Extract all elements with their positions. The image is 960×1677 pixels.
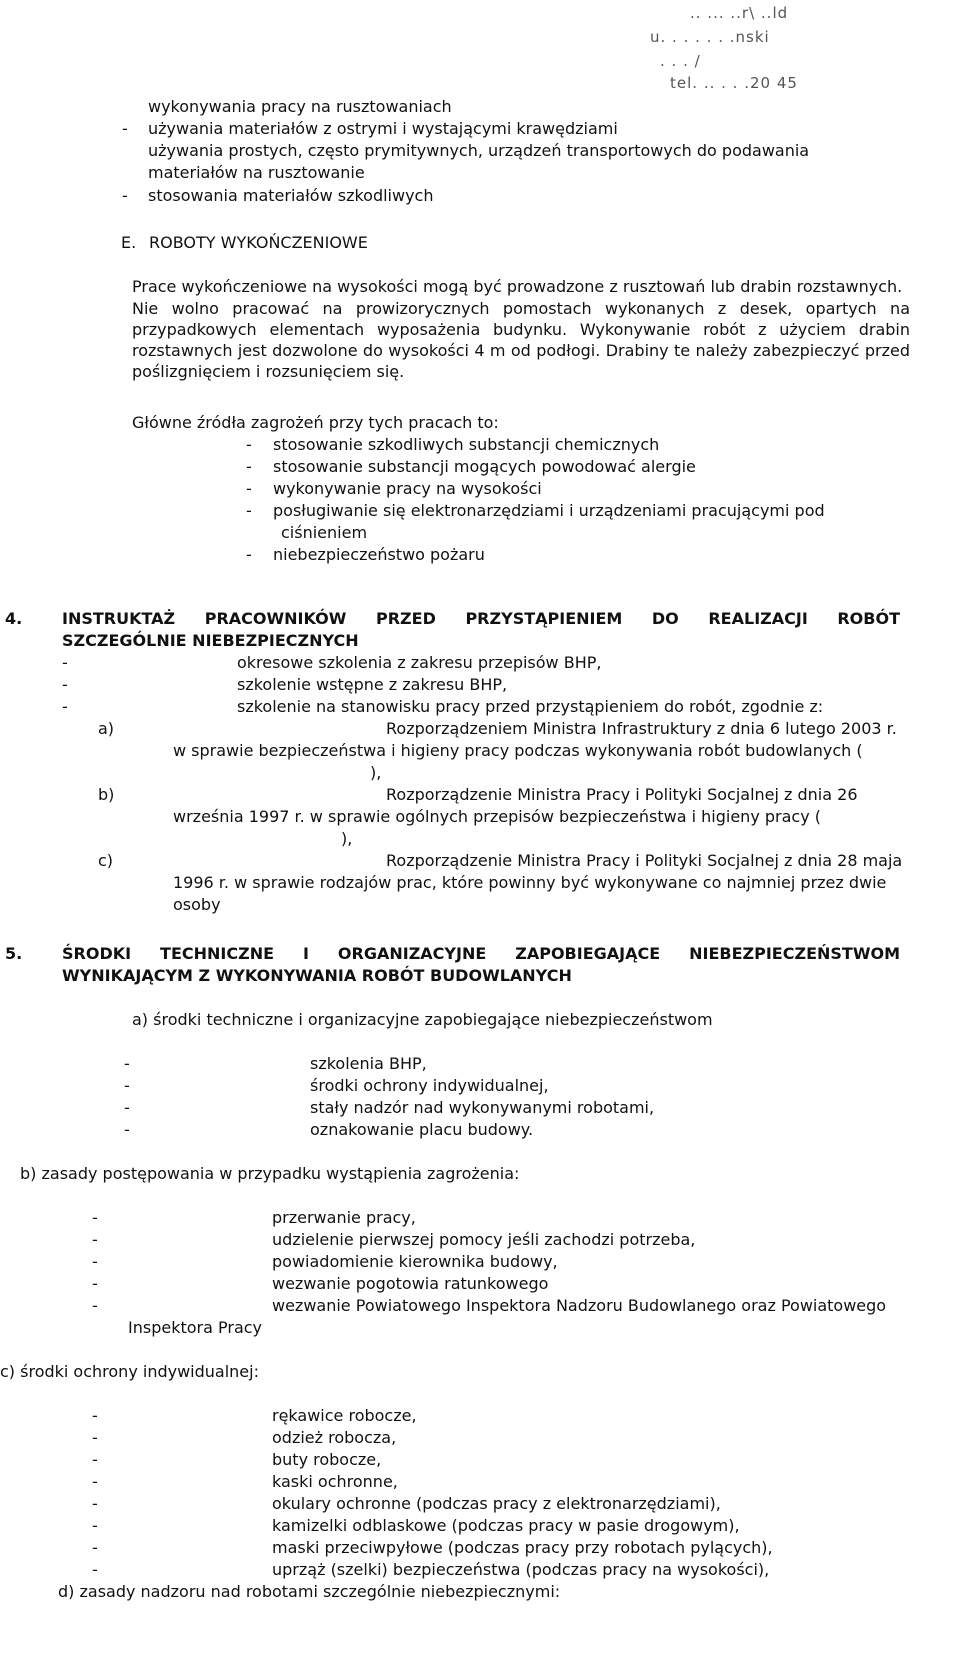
list-dash: - (124, 1098, 130, 1117)
list-item: szkolenie wstępne z zakresu BHP, (237, 675, 508, 694)
list-item-cont: Inspektora Pracy (128, 1318, 263, 1337)
stamp-line-1: .. ... ..r\ ..ld (690, 4, 789, 22)
section-letter: E. (121, 233, 137, 252)
hazard-item: posługiwanie się elektronarzędziami i urządzeniami pracującymi pod (273, 501, 825, 520)
list-item: środki ochrony indywidualnej, (310, 1076, 549, 1095)
list-dash: - (92, 1494, 98, 1513)
stamp-line-4: tel. .. . . .20 45 (670, 74, 798, 92)
stamp-line-3: . . . / (660, 52, 701, 70)
list-dash: - (92, 1516, 98, 1535)
regulation-a-line-3: ), (370, 763, 382, 782)
list-item: okulary ochronne (podczas pracy z elektronarzędziami), (272, 1494, 721, 1513)
section-number: 5. (5, 944, 23, 963)
list-dash: - (92, 1274, 98, 1293)
hazard-item: wykonywanie pracy na wysokości (273, 479, 542, 498)
list-dash: - (62, 653, 68, 672)
list-item: przerwanie pracy, (272, 1208, 416, 1227)
list-item: udzielenie pierwszej pomocy jeśli zachodzi potrzeba, (272, 1230, 696, 1249)
hazard-item-cont: ciśnieniem (281, 523, 368, 542)
list-dash: - (92, 1406, 98, 1425)
list-item: odzież robocza, (272, 1428, 397, 1447)
list-item: wezwanie pogotowia ratunkowego (272, 1274, 549, 1293)
regulation-b-line-3: ), (341, 829, 353, 848)
list-item: maski przeciwpyłowe (podczas pracy przy robotach pylących), (272, 1538, 773, 1557)
list-item: uprząż (szelki) bezpieczeństwa (podczas pracy na wysokości), (272, 1560, 770, 1579)
list-item: okresowe szkolenia z zakresu przepisów BHP, (237, 653, 602, 672)
list-dash: - (92, 1208, 98, 1227)
list-dash: - (92, 1560, 98, 1579)
list-dash: - (62, 697, 68, 716)
hazard-item: stosowanie substancji mogących powodować alergie (273, 457, 696, 476)
list-item: stosowania materiałów szkodliwych (148, 186, 434, 205)
regulation-a-line-1: Rozporządzeniem Ministra Infrastruktury z dnia 6 lutego 2003 r. (386, 719, 897, 738)
list-dash: - (246, 457, 252, 476)
sub-label-b: b) (98, 785, 115, 804)
subheading-b: b) zasady postępowania w przypadku wystąpienia zagrożenia: (20, 1164, 520, 1183)
section-title-line-2: WYNIKAJĄCYM Z WYKONYWANIA ROBÓT BUDOWLANYCH (62, 966, 572, 985)
list-item: wezwanie Powiatowego Inspektora Nadzoru Budowlanego oraz Powiatowego (272, 1296, 887, 1315)
paragraph: Nie wolno pracować na prowizorycznych pomostach wykonanych z desek, opartych na przypadkowych elementach wyposażenia budynku. Wykonywanie robót z użyciem drabin rozstawnych jest dozwolone do wysokości 4 m od podłogi. Drabiny te należy zabezpieczyć przed poślizgnięciem i rozsunięciem się. (132, 299, 910, 381)
list-item: kamizelki odblaskowe (podczas pracy w pasie drogowym), (272, 1516, 740, 1535)
list-dash: - (246, 479, 252, 498)
list-item: oznakowanie placu budowy. (310, 1120, 534, 1139)
regulation-a-line-2: w sprawie bezpieczeństwa i higieny pracy podczas wykonywania robót budowlanych ( (173, 741, 863, 760)
hazard-item: stosowanie szkodliwych substancji chemicznych (273, 435, 660, 454)
section-number: 4. (5, 609, 23, 628)
list-item: szkolenia BHP, (310, 1054, 427, 1073)
list-item: stały nadzór nad wykonywanymi robotami, (310, 1098, 655, 1117)
regulation-c-line-3: osoby (173, 895, 221, 914)
subheading-a: a) środki techniczne i organizacyjne zapobiegające niebezpieczeństwom (132, 1010, 713, 1029)
list-dash: - (124, 1120, 130, 1139)
list-item: wykonywania pracy na rusztowaniach (148, 97, 452, 116)
list-dash: - (92, 1252, 98, 1271)
paragraph-line: Prace wykończeniowe na wysokości mogą być prowadzone z rusztowań lub drabin rozstawnych. (132, 277, 903, 296)
list-dash: - (92, 1428, 98, 1447)
list-item: używania materiałów z ostrymi i wystającymi krawędziami (148, 119, 618, 138)
list-dash: - (246, 545, 252, 564)
section-title-line-1: ŚRODKI TECHNICZNE I ORGANIZACYJNE ZAPOBIEGAJĄCE NIEBEZPIECZEŃSTWOM (62, 944, 900, 963)
list-item: szkolenie na stanowisku pracy przed przystąpieniem do robót, zgodnie z: (237, 697, 824, 716)
list-dash: - (124, 1054, 130, 1073)
list-item: używania prostych, często prymitywnych, urządzeń transportowych do podawania (148, 141, 810, 160)
section-title-line-2: SZCZEGÓLNIE NIEBEZPIECZNYCH (62, 631, 359, 650)
subheading-d: d) zasady nadzoru nad robotami szczególnie niebezpiecznymi: (58, 1582, 561, 1601)
list-dash: - (62, 675, 68, 694)
list-dash: - (246, 435, 252, 454)
list-dash: - (122, 119, 128, 138)
list-item: powiadomienie kierownika budowy, (272, 1252, 558, 1271)
hazards-intro: Główne źródła zagrożeń przy tych pracach to: (132, 413, 499, 432)
regulation-c-line-2: 1996 r. w sprawie rodzajów prac, które powinny być wykonywane co najmniej przez dwie (173, 873, 887, 892)
list-dash: - (92, 1472, 98, 1491)
list-dash: - (124, 1076, 130, 1095)
hazard-item: niebezpieczeństwo pożaru (273, 545, 485, 564)
section-title: ROBOTY WYKOŃCZENIOWE (149, 233, 368, 252)
list-item: rękawice robocze, (272, 1406, 417, 1425)
list-dash: - (122, 186, 128, 205)
regulation-b-line-1: Rozporządzenie Ministra Pracy i Polityki Socjalnej z dnia 26 (386, 785, 858, 804)
sub-label-c: c) (98, 851, 114, 870)
list-item: materiałów na rusztowanie (148, 163, 365, 182)
list-item: kaski ochronne, (272, 1472, 398, 1491)
sub-label-a: a) (98, 719, 115, 738)
subheading-c: c) środki ochrony indywidualnej: (0, 1362, 259, 1381)
regulation-c-line-1: Rozporządzenie Ministra Pracy i Polityki Socjalnej z dnia 28 maja (386, 851, 903, 870)
list-dash: - (92, 1296, 98, 1315)
list-dash: - (92, 1230, 98, 1249)
section-title-line-1: INSTRUKTAŻ PRACOWNIKÓW PRZED PRZYSTĄPIENIEM DO REALIZACJI ROBÓT (62, 609, 900, 628)
list-dash: - (92, 1538, 98, 1557)
list-dash: - (92, 1450, 98, 1469)
list-item: buty robocze, (272, 1450, 382, 1469)
list-dash: - (246, 501, 252, 520)
stamp-line-2: u. . . . . . .nski (650, 28, 770, 46)
regulation-b-line-2: września 1997 r. w sprawie ogólnych przepisów bezpieczeństwa i higieny pracy ( (173, 807, 821, 826)
